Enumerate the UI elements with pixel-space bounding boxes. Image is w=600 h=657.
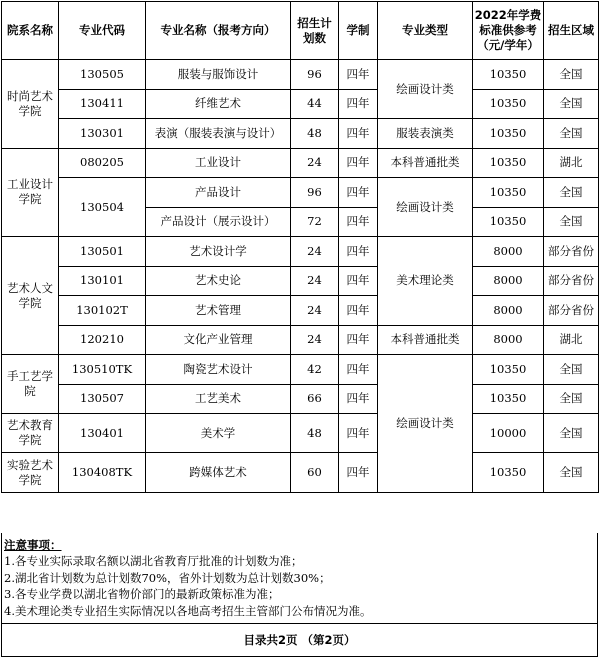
cell-years: 四年 — [339, 414, 378, 453]
cell-major: 纤维艺术 — [146, 89, 291, 119]
cell-years: 四年 — [339, 325, 378, 355]
cell-major: 工业设计 — [146, 148, 291, 178]
cell-code: 130401 — [59, 414, 146, 453]
cell-years: 四年 — [339, 384, 378, 414]
cell-region: 全国 — [544, 207, 599, 237]
cell-major: 工艺美术 — [146, 384, 291, 414]
table-row — [2, 60, 599, 90]
table-row — [2, 414, 599, 453]
header-dept: 院系名称 — [2, 2, 59, 60]
cell-code: 130101 — [59, 266, 146, 296]
cell-fee: 10350 — [473, 119, 544, 149]
cell-years: 四年 — [339, 237, 378, 267]
cell-type: 本科普通批类 — [378, 325, 473, 355]
cell-years: 四年 — [339, 148, 378, 178]
cell-quota: 60 — [291, 453, 339, 493]
cell-quota: 48 — [291, 414, 339, 453]
cell-fee: 10350 — [473, 453, 544, 493]
cell-code: 130411 — [59, 89, 146, 119]
cell-region: 全国 — [544, 384, 599, 414]
notes-section — [1, 533, 598, 623]
table-row — [2, 325, 599, 355]
cell-code: 130408TK — [59, 453, 146, 493]
cell-fee: 8000 — [473, 325, 544, 355]
note-item: 2.湖北省计划数为总计划数70%，省外计划数为总计划数30%； — [4, 570, 331, 585]
header-row — [2, 2, 599, 60]
cell-fee: 10350 — [473, 60, 544, 90]
page-footer: 目录共2页 （第2页） — [1, 623, 598, 657]
cell-code: 130504 — [59, 178, 146, 237]
cell-code: 130102T — [59, 296, 146, 326]
cell-fee: 8000 — [473, 237, 544, 267]
cell-region: 全国 — [544, 60, 599, 90]
cell-quota: 24 — [291, 266, 339, 296]
cell-years: 四年 — [339, 453, 378, 493]
dept-education: 艺术教育学院 — [2, 414, 59, 453]
dept-industrial: 工业设计学院 — [2, 148, 59, 237]
header-years: 学制 — [339, 2, 378, 60]
cell-region: 部分省份 — [544, 296, 599, 326]
cell-years: 四年 — [339, 266, 378, 296]
cell-quota: 48 — [291, 119, 339, 149]
dept-craft: 手工艺学院 — [2, 355, 59, 414]
cell-major: 服装与服饰设计 — [146, 60, 291, 90]
table-row — [2, 296, 599, 326]
cell-region: 全国 — [544, 355, 599, 385]
cell-region: 全国 — [544, 453, 599, 493]
cell-quota: 66 — [291, 384, 339, 414]
table-row — [2, 453, 599, 493]
note-item: 1.各专业实际录取名额以湖北省教育厅批准的计划数为准； — [4, 554, 303, 568]
header-fee: 2022年学费标准供参考（元/学年） — [473, 2, 544, 60]
cell-major: 陶瓷艺术设计 — [146, 355, 291, 385]
cell-major: 产品设计 — [146, 178, 291, 208]
cell-years: 四年 — [339, 207, 378, 237]
cell-code: 130301 — [59, 119, 146, 149]
cell-type: 服装表演类 — [378, 119, 473, 149]
cell-code: 130507 — [59, 384, 146, 414]
cell-major: 美术学 — [146, 414, 291, 453]
cell-years: 四年 — [339, 355, 378, 385]
cell-fee: 10350 — [473, 178, 544, 208]
cell-quota: 72 — [291, 207, 339, 237]
cell-fee: 10350 — [473, 89, 544, 119]
table-row — [2, 237, 599, 267]
cell-region: 全国 — [544, 119, 599, 149]
table-row — [2, 119, 599, 149]
cell-major: 表演（服装表演与设计） — [146, 119, 291, 149]
cell-fee: 8000 — [473, 266, 544, 296]
cell-years: 四年 — [339, 296, 378, 326]
cell-region: 湖北 — [544, 325, 599, 355]
cell-major: 产品设计（展示设计） — [146, 207, 291, 237]
cell-fee: 10000 — [473, 414, 544, 453]
table-row — [2, 384, 599, 414]
cell-region: 全国 — [544, 414, 599, 453]
header-major: 专业名称（报考方向） — [146, 2, 291, 60]
table-row — [2, 148, 599, 178]
cell-type: 绘画设计类 — [378, 355, 473, 493]
cell-region: 部分省份 — [544, 237, 599, 267]
cell-type: 美术理论类 — [378, 237, 473, 326]
cell-quota: 24 — [291, 296, 339, 326]
cell-years: 四年 — [339, 119, 378, 149]
header-region: 招生区域 — [544, 2, 599, 60]
cell-major: 艺术史论 — [146, 266, 291, 296]
cell-type: 绘画设计类 — [378, 178, 473, 237]
note-item: 4.美术理论类专业招生实际情况以各地高考招生主管部门公布情况为准。 — [4, 603, 372, 618]
note-item: 3.各专业学费以湖北省物价部门的最新政策标准为准； — [4, 587, 280, 601]
cell-quota: 44 — [291, 89, 339, 119]
cell-code: 130505 — [59, 60, 146, 90]
cell-code: 130510TK — [59, 355, 146, 385]
dept-experimental: 实验艺术学院 — [2, 453, 59, 493]
cell-quota: 96 — [291, 60, 339, 90]
cell-region: 部分省份 — [544, 266, 599, 296]
header-type: 专业类型 — [378, 2, 473, 60]
cell-years: 四年 — [339, 178, 378, 208]
dept-humanities: 艺术人文学院 — [2, 237, 59, 355]
notes-title: 注意事项： — [4, 538, 62, 552]
cell-region: 湖北 — [544, 148, 599, 178]
cell-type: 本科普通批类 — [378, 148, 473, 178]
header-code: 专业代码 — [59, 2, 146, 60]
cell-code: 130501 — [59, 237, 146, 267]
dept-fashion: 时尚艺术学院 — [2, 60, 59, 149]
cell-region: 全国 — [544, 178, 599, 208]
table-row — [2, 178, 599, 208]
cell-type: 绘画设计类 — [378, 60, 473, 119]
cell-fee: 10350 — [473, 384, 544, 414]
cell-code: 080205 — [59, 148, 146, 178]
cell-quota: 96 — [291, 178, 339, 208]
cell-fee: 10350 — [473, 355, 544, 385]
cell-quota: 42 — [291, 355, 339, 385]
cell-years: 四年 — [339, 89, 378, 119]
cell-fee: 8000 — [473, 296, 544, 326]
cell-major: 文化产业管理 — [146, 325, 291, 355]
table-row — [2, 89, 599, 119]
cell-major: 艺术设计学 — [146, 237, 291, 267]
cell-quota: 24 — [291, 237, 339, 267]
cell-code: 120210 — [59, 325, 146, 355]
enrollment-table — [1, 1, 599, 493]
table-row — [2, 266, 599, 296]
cell-major: 跨媒体艺术 — [146, 453, 291, 493]
cell-fee: 10350 — [473, 148, 544, 178]
cell-quota: 24 — [291, 148, 339, 178]
header-quota: 招生计划数 — [291, 2, 339, 60]
table-row — [2, 355, 599, 385]
cell-region: 全国 — [544, 89, 599, 119]
cell-years: 四年 — [339, 60, 378, 90]
cell-quota: 24 — [291, 325, 339, 355]
cell-major: 艺术管理 — [146, 296, 291, 326]
cell-fee: 10350 — [473, 207, 544, 237]
